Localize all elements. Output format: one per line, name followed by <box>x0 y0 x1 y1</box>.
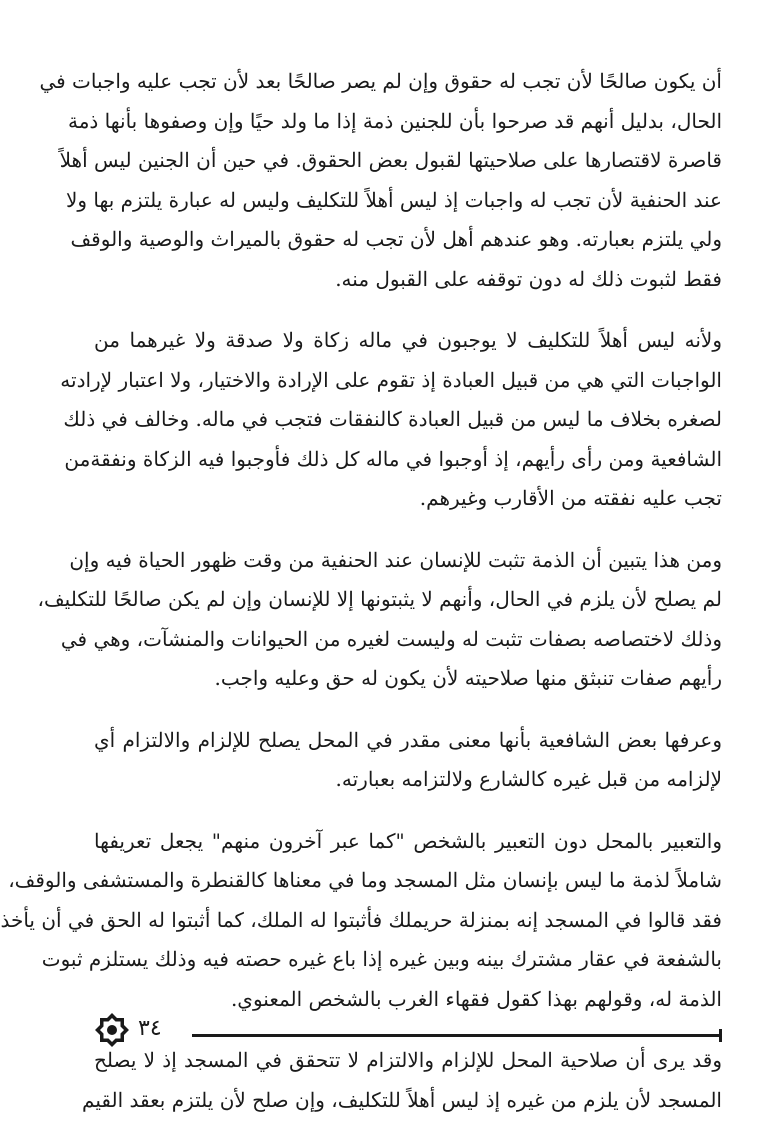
footer-rule <box>192 1034 722 1037</box>
text-line: فقد قالوا في المسجد إنه بمنزلة حريملك فأثبتوا له الملك، كما أثبتوا له الحق في أن يأخذ <box>0 907 722 932</box>
text-line: تجب عليه نفقته من الأقارب وغيرهم. <box>419 486 722 510</box>
text-line: أن يكون صالحًا لأن تجب له حقوق وإن لم يصر صالحًا بعد لأن تجب عليه واجبات في <box>39 69 722 93</box>
text-line: قاصرة لاقتصارها على صلاحيتها لقبول بعض الحقوق. في حين أن الجنين ليس أهلاً <box>59 148 722 172</box>
paragraph-6 <box>82 1041 722 1120</box>
text-line: رأيهم صفات تنبثق منها صلاحيته لأن يكون له حق وعليه واجب. <box>214 666 722 690</box>
text-line: لإلزامه من قبل غيره كالشارع ولالتزامه بعبارته. <box>335 767 722 791</box>
page-number: ٣٤ <box>138 1016 162 1041</box>
paragraph-1 <box>39 62 722 299</box>
footer-rule-end <box>719 1029 722 1042</box>
paragraph-3 <box>37 541 722 699</box>
eight-point-star-icon <box>94 1012 130 1048</box>
text-line: لصغره بخلاف ما ليس من قبيل العبادة كالنفقات فتجب في ماله. وخالف في ذلك <box>63 407 722 431</box>
text-line: ولي يلتزم بعبارته. وهو عندهم أهل لأن تجب له حقوق بالميراث والوصية والوقف <box>70 227 722 251</box>
paragraph-2 <box>60 321 722 519</box>
text-line: لم يصلح لأن يلزم في الحال، وأنهم لا يثبتونها إلا للإنسان وإن لم يكن صالحًا للتكليف، <box>37 587 722 611</box>
text-line: الحال، بدليل أنهم قد صرحوا بأن للجنين ذمة إذا ما ولد حيًا وإن وصفوها بأنها ذمة <box>67 108 722 133</box>
text-line: الذمة له، وقولهم بهذا كقول فقهاء الغرب بالشخص المعنوي. <box>230 986 722 1011</box>
text-line: والتعبير بالمحل دون التعبير بالشخص "كما عبر آخرون منهم" يجعل تعريفها <box>94 828 722 853</box>
paragraph-5 <box>0 822 722 1020</box>
text-line: ولأنه ليس أهلاً للتكليف لا يوجبون في ماله زكاة ولا صدقة ولا غيرهما من <box>94 328 722 352</box>
text-line: وقد يرى أن صلاحية المحل للإلزام والالتزام لا تتحقق في المسجد إذ لا يصلح <box>94 1048 722 1072</box>
text-line: بالشفعة في عقار مشترك بينه وبين غيره إذا باع غيره حصته فيه وذلك يستلزم ثبوت <box>41 947 722 971</box>
page-body <box>0 62 722 1142</box>
text-line: المسجد لأن يلزم من غيره إذ ليس أهلاً للتكليف، وإن صلح لأن يلتزم بعقد القيم <box>82 1087 722 1112</box>
text-line: عند الحنفية لأن تجب له واجبات إذ ليس أهلاً للتكليف وليس له عبارة يلتزم بها ولا <box>65 187 722 212</box>
text-line: فقط لثبوت ذلك له دون توقفه على القبول منه. <box>335 266 722 291</box>
page-footer <box>94 1010 722 1050</box>
text-line: وعرفها بعض الشافعية بأنها معنى مقدر في المحل يصلح للإلزام والالتزام أي <box>94 727 722 752</box>
paragraph-4 <box>94 721 722 800</box>
text-line: ومن هذا يتبين أن الذمة تثبت للإنسان عند الحنفية من وقت ظهور الحياة فيه وإن <box>69 547 722 572</box>
text-line: شاملاً لذمة ما ليس بإنسان مثل المسجد وما في معناها كالقنطرة والمستشفى والوقف، <box>8 868 722 892</box>
text-line: الواجبات التي هي من قبيل العبادة إذ تقوم على الإرادة والاختيار، ولا اعتبار لإرادته <box>60 367 722 392</box>
text-line: الشافعية ومن رأى رأيهم، إذ أوجبوا في ماله كل ذلك فأوجبوا فيه الزكاة ونفقةمن <box>64 446 722 471</box>
text-line: وذلك لاختصاصه بصفات تثبت له وليست لغيره من الحيوانات والمنشآت، وهي في <box>60 626 722 651</box>
